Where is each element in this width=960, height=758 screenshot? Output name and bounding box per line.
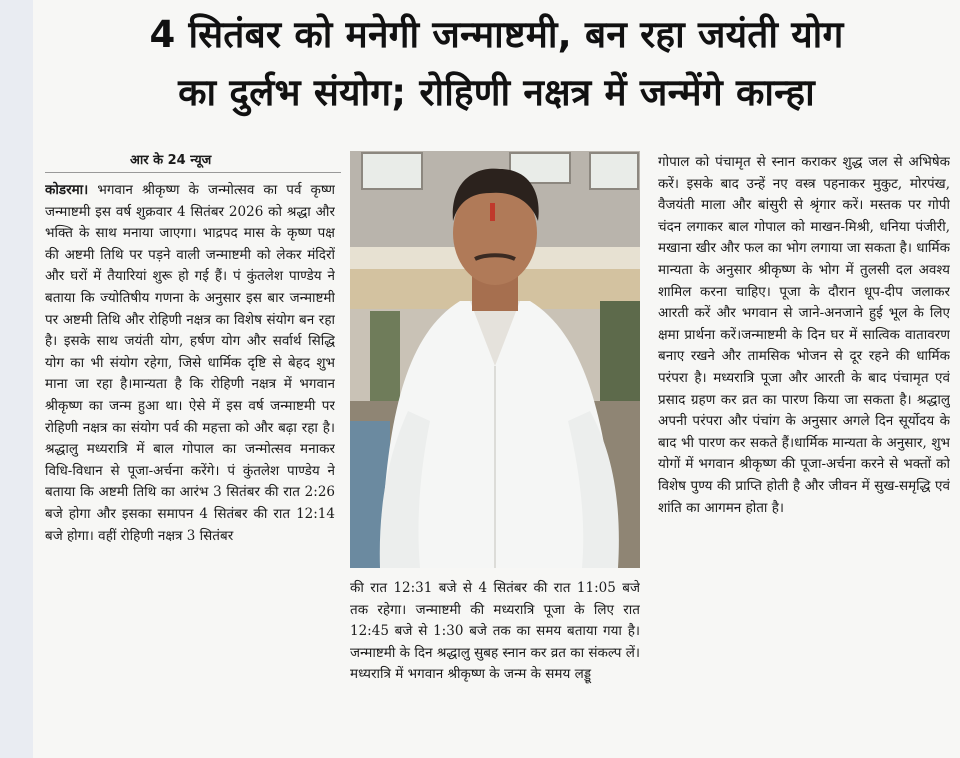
page-margin-band [0, 0, 33, 758]
column-2-text: की रात 12:31 बजे से 4 सितंबर की रात 11:05 बजे तक रहेगा। जन्माष्टमी की मध्यरात्रि पूजा के लिए रात 12:45 बजे से 1:30 बजे तक का समय बताया गया है।जन्माष्टमी के दिन श्रद्धालु सुबह स्नान कर व्रत का संकल्प लें। मध्यरात्रि में भगवान श्रीकृष्ण के जन्म के समय लड्डू [350, 580, 640, 683]
portrait-photo [350, 151, 640, 568]
headline [33, 6, 960, 122]
dateline: कोडरमा। [45, 182, 89, 198]
column-1-text: भगवान श्रीकृष्ण के जन्मोत्सव का पर्व कृष्ण जन्माष्टमी इस वर्ष शुक्रवार 4 सितंबर 2026 को श्रद्धा और भक्ति के साथ मनाया जाएगा। भाद्रपद मास के कृष्ण पक्ष की अष्टमी तिथि पर पड़ने वाली जन्माष्टमी को लेकर मंदिरों और घरों में तैयारियां शुरू हो गई हैं। पं कुंतलेश पाण्डेय ने बताया कि ज्योतिषीय गणना के अनुसार इस बार जन्माष्टमी पर अष्टमी तिथि और रोहिणी नक्षत्र का विशेष संयोग बन रहा है। इसके साथ जयंती योग, हर्षण योग और सर्वार्थ सिद्धि योग का भी संयोग रहेगा, जिसे धार्मिक दृष्टि से बेहद शुभ माना जा रहा है।मान्यता है कि रोहिणी नक्षत्र में भगवान श्रीकृष्ण का जन्म हुआ था। ऐसे में इस वर्ष जन्माष्टमी पर रोहिणी नक्षत्र का संयोग पर्व की महत्ता को और बढ़ा रहा है। श्रद्धालु मध्यरात्रि में बाल गोपाल का जन्मोत्सव मनाकर विधि-विधान से पूजा-अर्चना करेंगे। पं कुंतलेश पाण्डेय ने बताया कि अष्टमी तिथि का आरंभ 3 सितंबर की रात 2:26 बजे होगा और इसका समापन 4 सितंबर की रात 12:14 बजे होगा। वहीं रोहिणी नक्षत्र 3 सितंबर [45, 182, 335, 544]
article-column-3 [658, 152, 950, 750]
byline: आर के 24 न्यूज [130, 153, 212, 168]
article-column-1 [45, 180, 335, 750]
column-3-text: गोपाल को पंचामृत से स्नान कराकर शुद्ध जल से अभिषेक करें। इसके बाद उन्हें नए वस्त्र पहनाकर मुकुट, मोरपंख, वैजयंती माला और बांसुरी से श्रृंगार करें। मस्तक पर गोपी चंदन लगाकर बाल गोपाल को माखन-मिश्री, धनिया पंजीरी, मखाना खीर और फल का भोग लगाया जा सकता है। धार्मिक मान्यता के अनुसार श्रीकृष्ण के भोग में तुलसी दल अवश्य शामिल करना चाहिए। पूजा के दौरान धूप-दीप जलाकर आरती करें और भगवान से जाने-अनजाने हुई भूल के लिए क्षमा प्रार्थना करें।जन्माष्टमी के दिन घर में सात्विक वातावरण बनाए रखने और तामसिक भोजन से दूर रहने की धार्मिक परंपरा है। मध्यरात्रि पूजा और आरती के बाद पंचामृत एवं प्रसाद ग्रहण कर व्रत का पारण किया जा सकता है। श्रद्धालु अपनी परंपरा और पंचांग के अनुसार अगले दिन सूर्योदय के बाद भी पारण कर सकते हैं।धार्मिक मान्यता के अनुसार, शुभ योगों में भगवान श्रीकृष्ण की पूजा-अर्चना करने से भक्तों को विशेष पुण्य की प्राप्ति होती है और जीवन में सुख-समृद्धि एवं शांति का आगमन होता है। [658, 154, 950, 516]
byline-divider [45, 172, 341, 173]
headline-line-1: 4 सितंबर को मनेगी जन्माष्टमी, बन रहा जयंती योग [149, 13, 844, 56]
article-column-2 [350, 578, 640, 750]
headline-line-2: का दुर्लभ संयोग; रोहिणी नक्षत्र में जन्मेंगे कान्हा [178, 71, 815, 114]
